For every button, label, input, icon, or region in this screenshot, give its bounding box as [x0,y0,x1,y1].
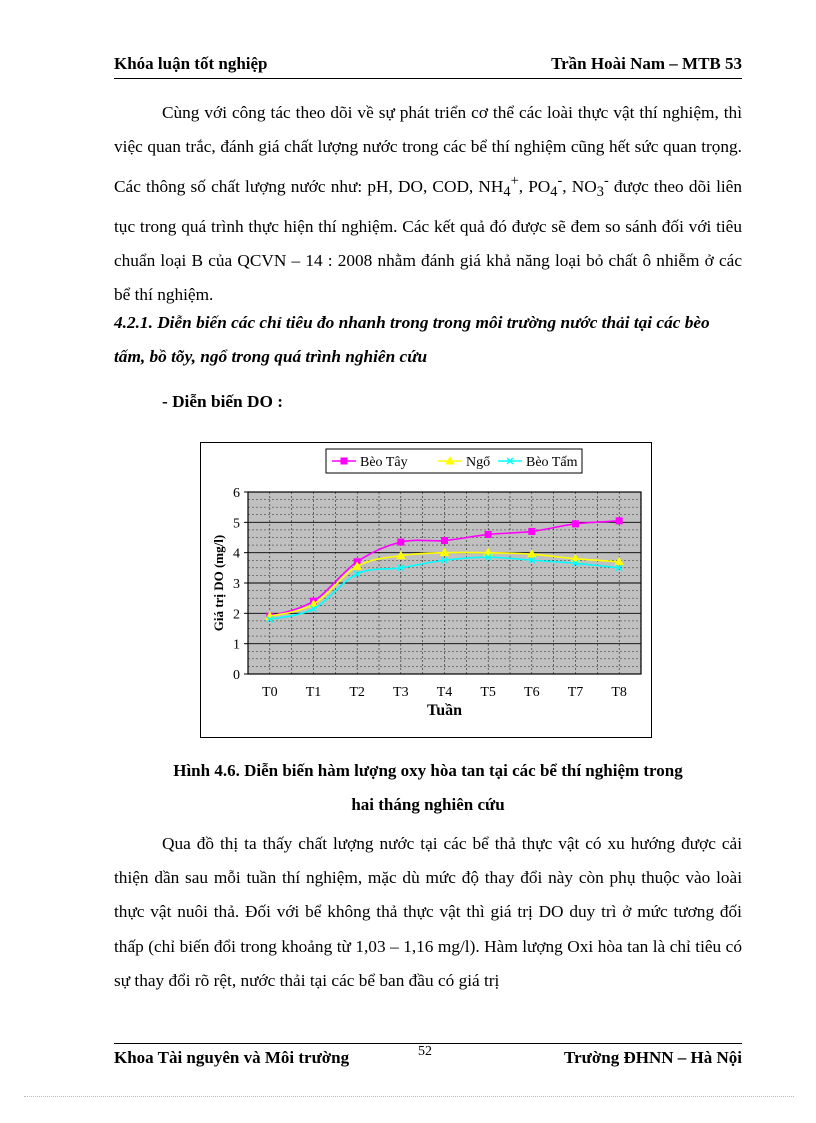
legend-label-1: Ngổ [466,455,491,470]
series-0-point [573,521,579,527]
series-0-point [529,528,535,534]
intro-paragraph: Cùng với công tác theo dõi về sự phát triển cơ thể các loài thực vật thí nghiệm, thì việc quan trắc, đánh giá chất lượng nước trong các bể thí nghiệm cũng hết sức quan trọng. Các thông số chất lượng nước như: pH, DO, COD, $NH_4^+$, $PO_4^-$, $NO_3^-$ được theo dõi liên tục trong quá trình thực hiện thí nghiệm. Các kết quả đó được sẽ đem so sánh đối với tiêu chuẩn loại B của QCVN – 14 : 2008 nhằm đánh giá khả năng loại bỏ chất ô nhiễm ở các bể thí nghiệm. [114,103,742,305]
y-tick-label: 0 [233,668,240,683]
legend-marker-0 [341,458,347,464]
x-tick-label: T8 [611,685,627,700]
series-0-point [442,538,448,544]
x-tick-label: T6 [524,685,540,700]
page-edge-rule [24,1096,794,1097]
footer-faculty: Khoa Tài nguyên và Môi trường [114,1048,350,1067]
legend-label-2: Bèo Tấm [526,455,578,470]
series-0-point [616,518,622,524]
analysis-paragraph: Qua đồ thị ta thấy chất lượng nước tại các bể thả thực vật có xu hướng được cải thiện dần sau mỗi tuần thí nghiệm, mặc dù mức độ thay đổi này còn phụ thuộc vào loài thực vật nuôi thả. Đối với bể không thả thực vật thì giá trị DO duy trì ở mức tương đối thấp (chỉ biến đổi trong khoảng từ 1,03 – 1,16 mg/l). Hàm lượng Oxi hòa tan là chỉ tiêu có sự thay đổi rõ rệt, nước thải tại các bể ban đầu có giá trị [114,834,742,990]
y-tick-label: 5 [233,516,240,532]
legend-label-0: Bèo Tây [360,455,408,470]
subheading-do: - Diễn biến DO : [162,392,283,411]
x-tick-label: T1 [305,685,322,700]
x-tick-label: T7 [567,685,584,700]
x-tick-label: T5 [480,685,496,700]
y-tick-label: 6 [233,486,240,501]
do-chart [200,442,652,738]
header-thesis-label: Khóa luận tốt nghiệp [114,54,268,73]
y-tick-label: 1 [233,637,240,653]
y-tick-label: 3 [233,577,240,592]
footer-university: Trường ĐHNN – Hà Nội [564,1048,742,1067]
series-0-point [398,539,404,545]
figure-caption-line1: Hình 4.6. Diễn biến hàm lượng oxy hòa tan tại các bể thí nghiệm trong [173,761,683,780]
chart-svg [201,443,651,737]
x-tick-label: T0 [262,685,278,700]
series-0-point [485,531,491,537]
page-footer [114,1043,742,1074]
page-header [114,52,742,79]
y-tick-label: 4 [233,546,240,562]
x-axis-label: Tuần [427,702,462,719]
y-tick-label: 2 [233,607,240,623]
section-heading: 4.2.1. Diễn biến các chỉ tiêu đo nhanh trong trong môi trường nước thải tại các bèo tấm, bồ tõy, ngổ trong quá trình nghiên cứu [114,313,710,367]
y-axis-label: Giá trị DO (mg/l) [211,534,226,632]
x-tick-label: T2 [349,685,365,700]
figure-caption-line2: hai tháng nghiên cứu [351,795,505,814]
page-number: 52 [418,1044,432,1059]
header-author: Trần Hoài Nam – MTB 53 [551,54,742,73]
x-tick-label: T4 [436,685,453,700]
x-tick-label: T3 [393,685,409,700]
